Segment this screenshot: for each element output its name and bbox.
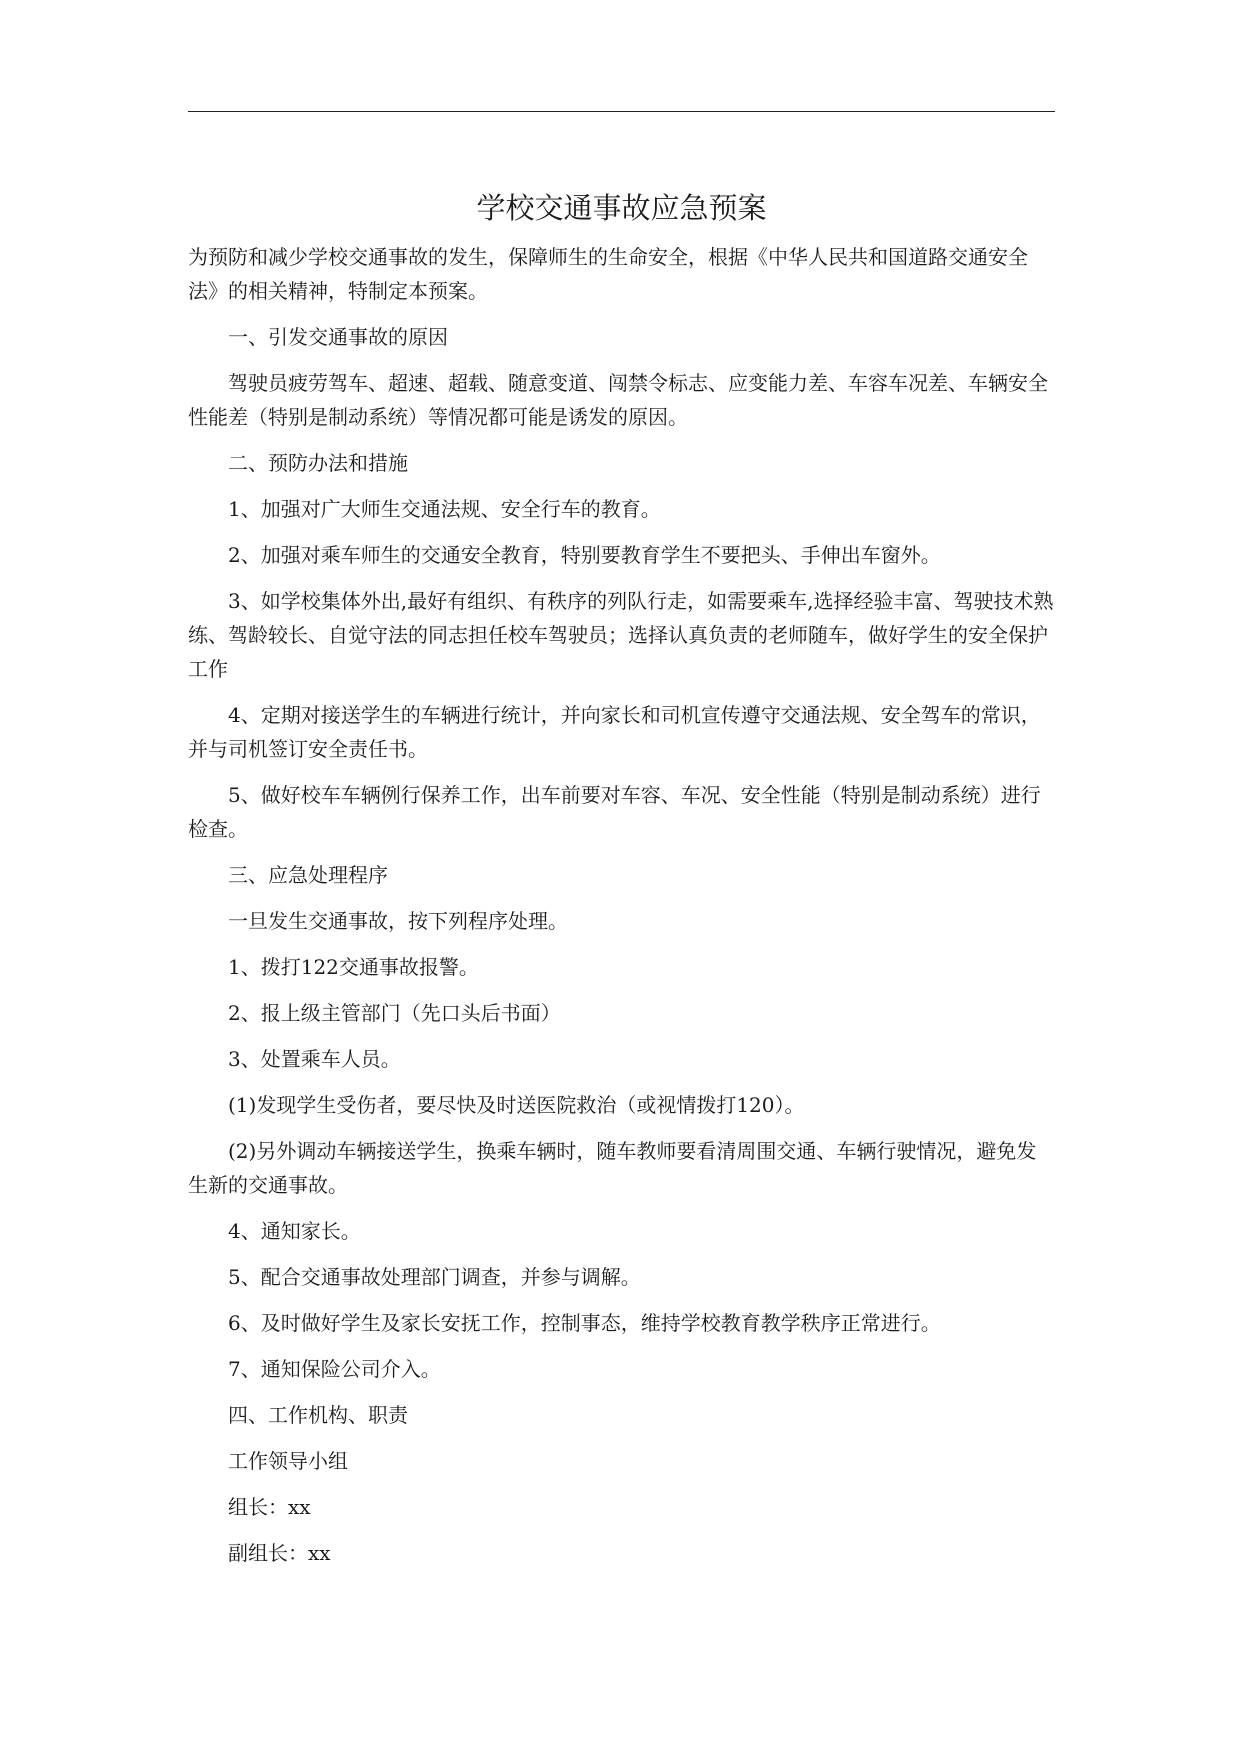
- list-item: 3、处置乘车人员。: [228, 1047, 401, 1071]
- paragraph: 副组长：xx: [228, 1541, 331, 1565]
- document-title: 学校交通事故应急预案: [476, 191, 767, 225]
- list-item: 5、配合交通事故处理部门调查，并参与调解。: [228, 1265, 641, 1289]
- document-body: [188, 240, 1055, 1582]
- list-item: 5、做好校车车辆例行保养工作，出车前要对车容、车况、安全性能（特别是制动系统）进行检查。: [188, 783, 1041, 841]
- list-item: 6、及时做好学生及家长安抚工作，控制事态，维持学校教育教学秩序正常进行。: [228, 1311, 941, 1335]
- list-item: 1、拨打122交通事故报警。: [228, 955, 479, 979]
- list-item: 7、通知保险公司介入。: [228, 1357, 441, 1381]
- paragraph: 驾驶员疲劳驾车、超速、超载、随意变道、闯禁令标志、应变能力差、车容车况差、车辆安全性能差（特别是制动系统）等情况都可能是诱发的原因。: [188, 371, 1048, 429]
- list-item: 3、如学校集体外出,最好有组织、有秩序的列队行走，如需要乘车,选择经验丰富、驾驶技术熟练、驾龄较长、自觉守法的同志担任校车驾驶员；选择认真负责的老师随车，做好学生的安全保护工作: [188, 589, 1054, 681]
- intro-paragraph: 为预防和减少学校交通事故的发生，保障师生的生命安全，根据《中华人民共和国道路交通安全法》的相关精神，特制定本预案。: [188, 245, 1028, 303]
- section-heading-4: 四、工作机构、职责: [228, 1403, 408, 1427]
- section-heading-1: 一、引发交通事故的原因: [228, 325, 448, 349]
- list-item: 4、通知家长。: [228, 1219, 361, 1243]
- header-rule: [188, 111, 1055, 112]
- list-item: 2、加强对乘车师生的交通安全教育，特别要教育学生不要把头、手伸出车窗外。: [228, 543, 941, 567]
- paragraph: 工作领导小组: [228, 1449, 348, 1473]
- sub-list-item: (1)发现学生受伤者，要尽快及时送医院救治（或视情拨打120）。: [228, 1093, 805, 1117]
- list-item: 2、报上级主管部门（先口头后书面）: [228, 1001, 561, 1025]
- paragraph: 一旦发生交通事故，按下列程序处理。: [228, 909, 568, 933]
- list-item: 4、定期对接送学生的车辆进行统计，并向家长和司机宣传遵守交通法规、安全驾车的常识，并与司机签订安全责任书。: [188, 703, 1041, 761]
- sub-list-item: (2)另外调动车辆接送学生，换乘车辆时，随车教师要看清周围交通、车辆行驶情况，避免发生新的交通事故。: [188, 1139, 1037, 1197]
- section-heading-3: 三、应急处理程序: [228, 863, 388, 887]
- section-heading-2: 二、预防办法和措施: [228, 451, 408, 475]
- paragraph: 组长：xx: [228, 1495, 311, 1519]
- list-item: 1、加强对广大师生交通法规、安全行车的教育。: [228, 497, 661, 521]
